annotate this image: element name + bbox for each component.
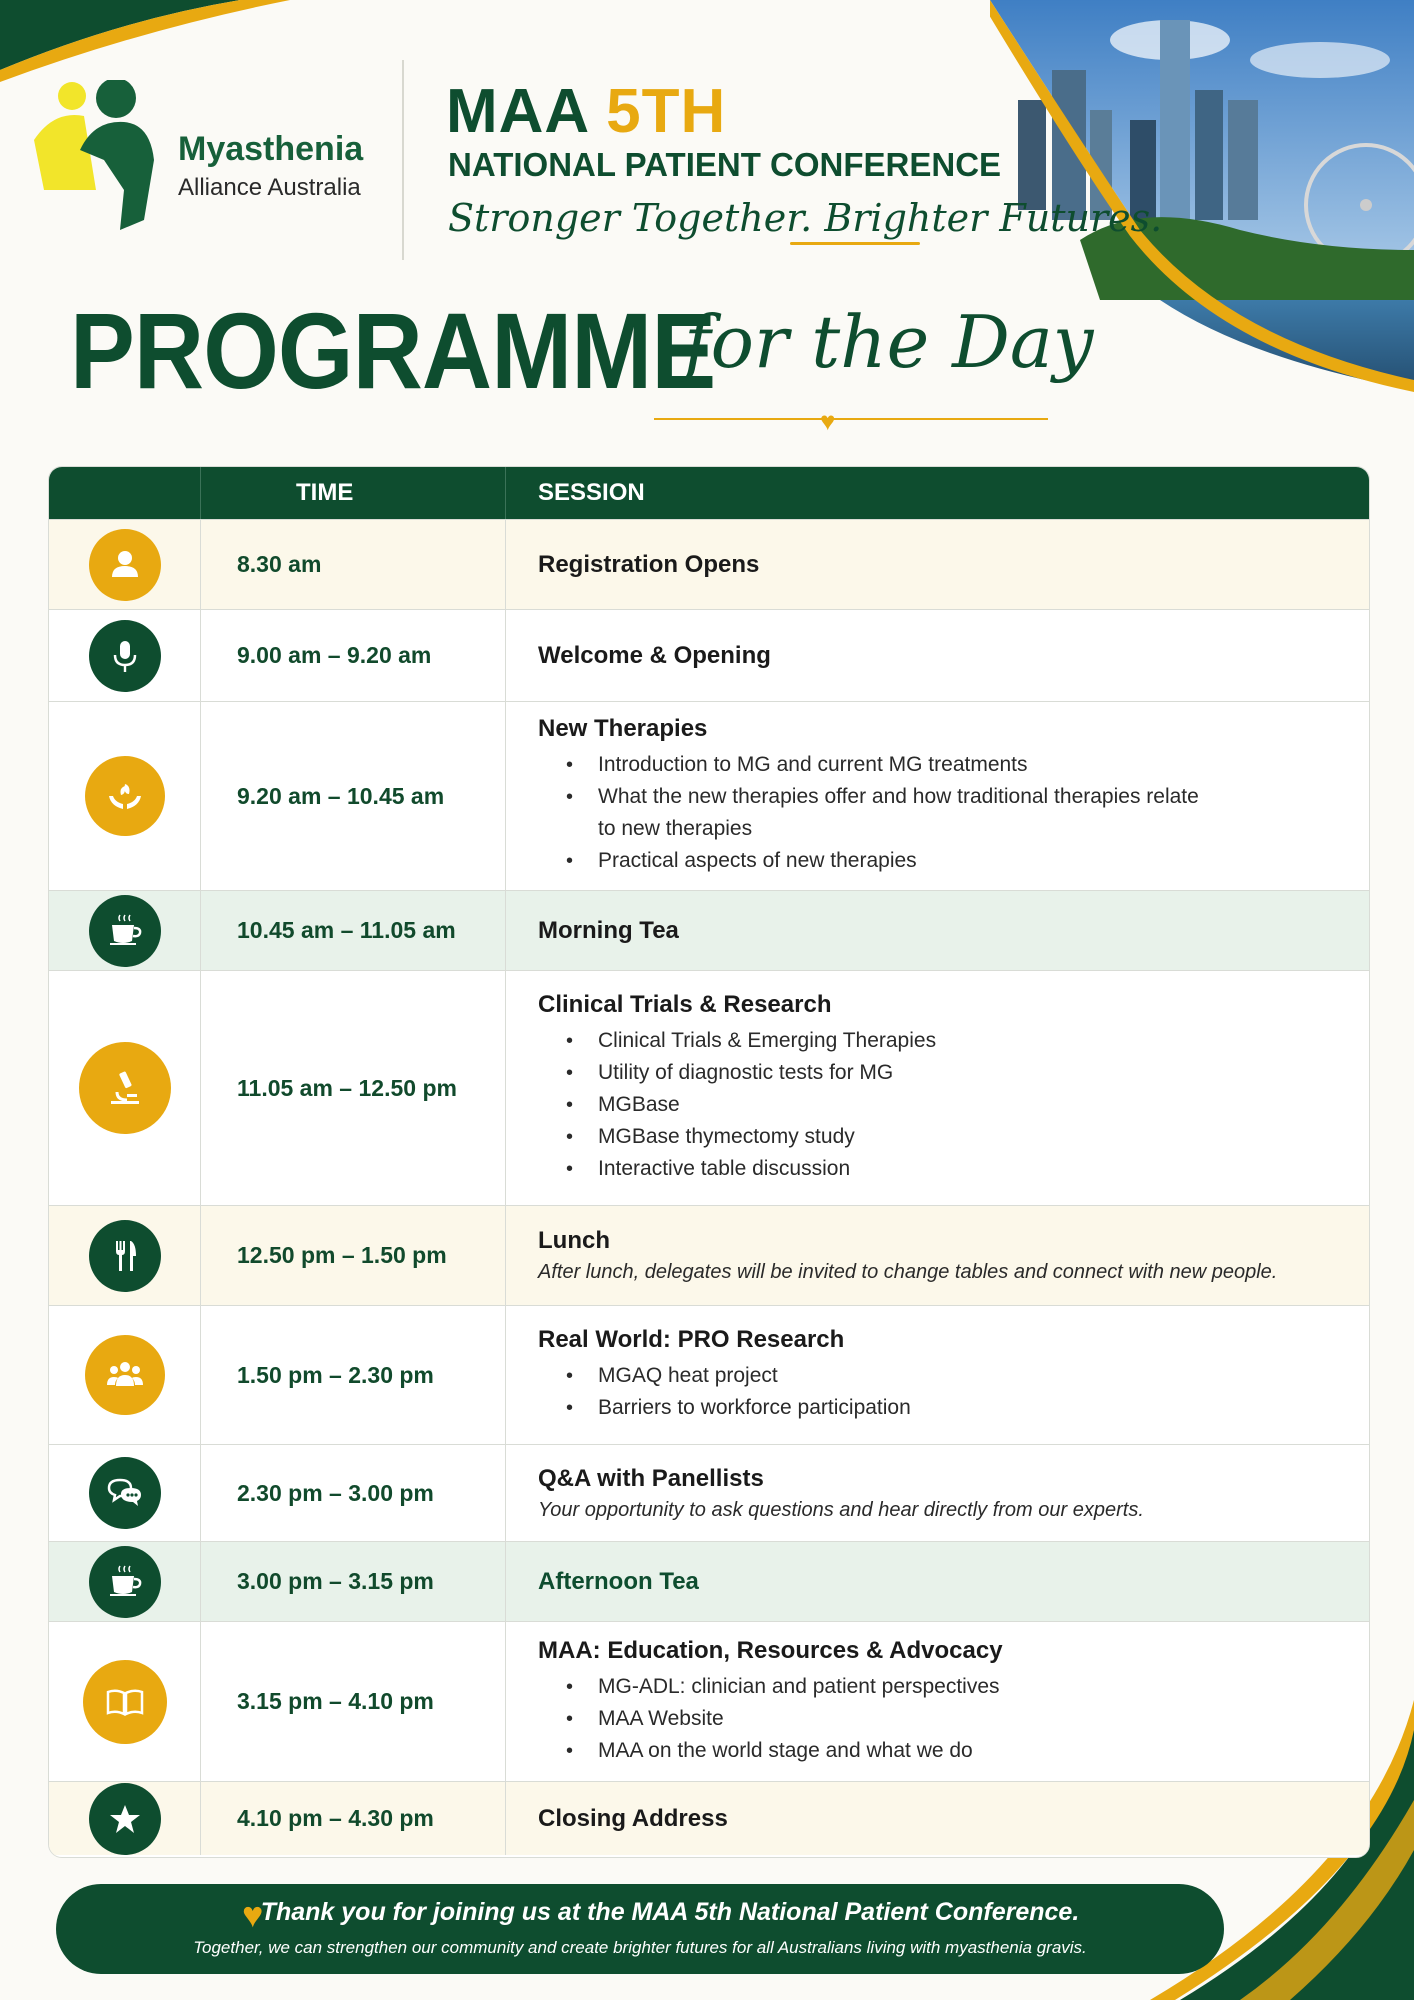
session-topics	[538, 1025, 1349, 1185]
header-divider	[402, 60, 404, 260]
session-topic: • Clinical Trials & Emerging Therapies	[538, 1025, 1349, 1057]
session-topics	[538, 1671, 1349, 1767]
conference-title-prefix: MAA	[446, 77, 588, 146]
conference-title-accent: 5TH	[606, 77, 727, 146]
session-time: 3.00 pm – 3.15 pm	[201, 1542, 506, 1621]
session-title: Registration Opens	[538, 550, 760, 578]
table-row	[49, 1621, 1369, 1781]
microscope-icon	[79, 1042, 171, 1134]
session-title: Afternoon Tea	[538, 1567, 699, 1595]
session-time: 2.30 pm – 3.00 pm	[201, 1445, 506, 1541]
session-topic: • Utility of diagnostic tests for MG	[538, 1057, 1349, 1089]
session-time: 12.50 pm – 1.50 pm	[201, 1206, 506, 1305]
session-topic: • What the new therapies offer and how traditional therapies relate to new therapies	[538, 781, 1349, 845]
table-row	[49, 519, 1369, 609]
session-title: Q&A with Panellists	[538, 1464, 764, 1492]
session-time: 11.05 am – 12.50 pm	[201, 971, 506, 1205]
session-topic: • MAA Website	[538, 1703, 1349, 1735]
tagline-underline	[790, 242, 920, 245]
table-row	[49, 1541, 1369, 1621]
session-time: 4.10 pm – 4.30 pm	[201, 1782, 506, 1855]
table-row	[49, 1781, 1369, 1855]
session-topics	[538, 749, 1349, 877]
coffee-cup-icon	[89, 895, 161, 967]
cutlery-icon	[89, 1220, 161, 1292]
session-topic: • Introduction to MG and current MG treatments	[538, 749, 1349, 781]
session-title: Welcome & Opening	[538, 641, 771, 669]
person-icon	[89, 529, 161, 601]
time-column-header: TIME	[201, 467, 506, 519]
table-row	[49, 1205, 1369, 1305]
programme-script-heading: for the Day	[684, 300, 1094, 384]
session-topic: • MAA on the world stage and what we do	[538, 1735, 1349, 1767]
session-time: 8.30 am	[201, 520, 506, 609]
session-time: 3.15 pm – 4.10 pm	[201, 1622, 506, 1781]
session-topic: • MGAQ heat project	[538, 1360, 1349, 1392]
session-time: 1.50 pm – 2.30 pm	[201, 1306, 506, 1444]
table-row	[49, 609, 1369, 701]
thank-you-banner	[56, 1884, 1224, 1974]
session-time: 9.00 am – 9.20 am	[201, 610, 506, 701]
table-header	[49, 467, 1369, 519]
brand-name: Myasthenia	[178, 130, 364, 168]
hands-leaf-icon	[85, 756, 165, 836]
thank-you-message: Thank you for joining us at the MAA 5th National Patient Conference.	[260, 1898, 1080, 1926]
table-row	[49, 970, 1369, 1205]
brand-subtitle: Alliance Australia	[178, 174, 361, 201]
session-topic: • Barriers to workforce participation	[538, 1392, 1349, 1424]
session-column-header: SESSION	[538, 479, 645, 506]
session-time: 10.45 am – 11.05 am	[201, 891, 506, 970]
session-note: Your opportunity to ask questions and hear directly from our experts.	[538, 1498, 1144, 1521]
community-message: Together, we can strengthen our community and create brighter futures for all Australians living with myasthenia gravis.	[193, 1938, 1087, 1957]
microphone-icon	[89, 620, 161, 692]
session-title: New Therapies	[538, 715, 708, 742]
session-note: After lunch, delegates will be invited to change tables and connect with new people.	[538, 1261, 1278, 1283]
session-topics	[538, 1360, 1349, 1424]
session-topic: • MGBase thymectomy study	[538, 1121, 1349, 1153]
table-row	[49, 1444, 1369, 1541]
session-title: Closing Address	[538, 1804, 728, 1832]
group-icon	[85, 1335, 165, 1415]
icon-column-header	[49, 467, 201, 519]
programme-table	[48, 466, 1370, 1858]
chat-bubbles-icon	[89, 1457, 161, 1529]
session-title: Clinical Trials & Research	[538, 991, 832, 1018]
heart-icon: ♥	[242, 1894, 264, 1935]
table-row	[49, 1305, 1369, 1444]
conference-tagline: Stronger Together. Brighter Futures.	[448, 196, 1163, 240]
star-icon	[89, 1783, 161, 1855]
session-topic: • MGBase	[538, 1089, 1349, 1121]
session-topic: • MG-ADL: clinician and patient perspectives	[538, 1671, 1349, 1703]
programme-heading: PROGRAMME	[70, 290, 716, 411]
heading-underline	[654, 418, 1048, 420]
session-title: MAA: Education, Resources & Advocacy	[538, 1636, 1003, 1664]
session-title: Morning Tea	[538, 916, 679, 944]
open-book-icon	[83, 1660, 167, 1744]
session-title: Lunch	[538, 1227, 610, 1254]
session-title: Real World: PRO Research	[538, 1326, 845, 1353]
conference-subtitle: NATIONAL PATIENT CONFERENCE	[448, 146, 1002, 183]
heart-icon: ♥	[820, 406, 836, 436]
table-row	[49, 890, 1369, 970]
coffee-cup-icon	[89, 1546, 161, 1618]
session-time: 9.20 am – 10.45 am	[201, 702, 506, 890]
session-topic: • Interactive table discussion	[538, 1153, 1349, 1185]
table-row	[49, 701, 1369, 890]
conference-title	[446, 76, 726, 147]
session-topic: • Practical aspects of new therapies	[538, 845, 1349, 877]
